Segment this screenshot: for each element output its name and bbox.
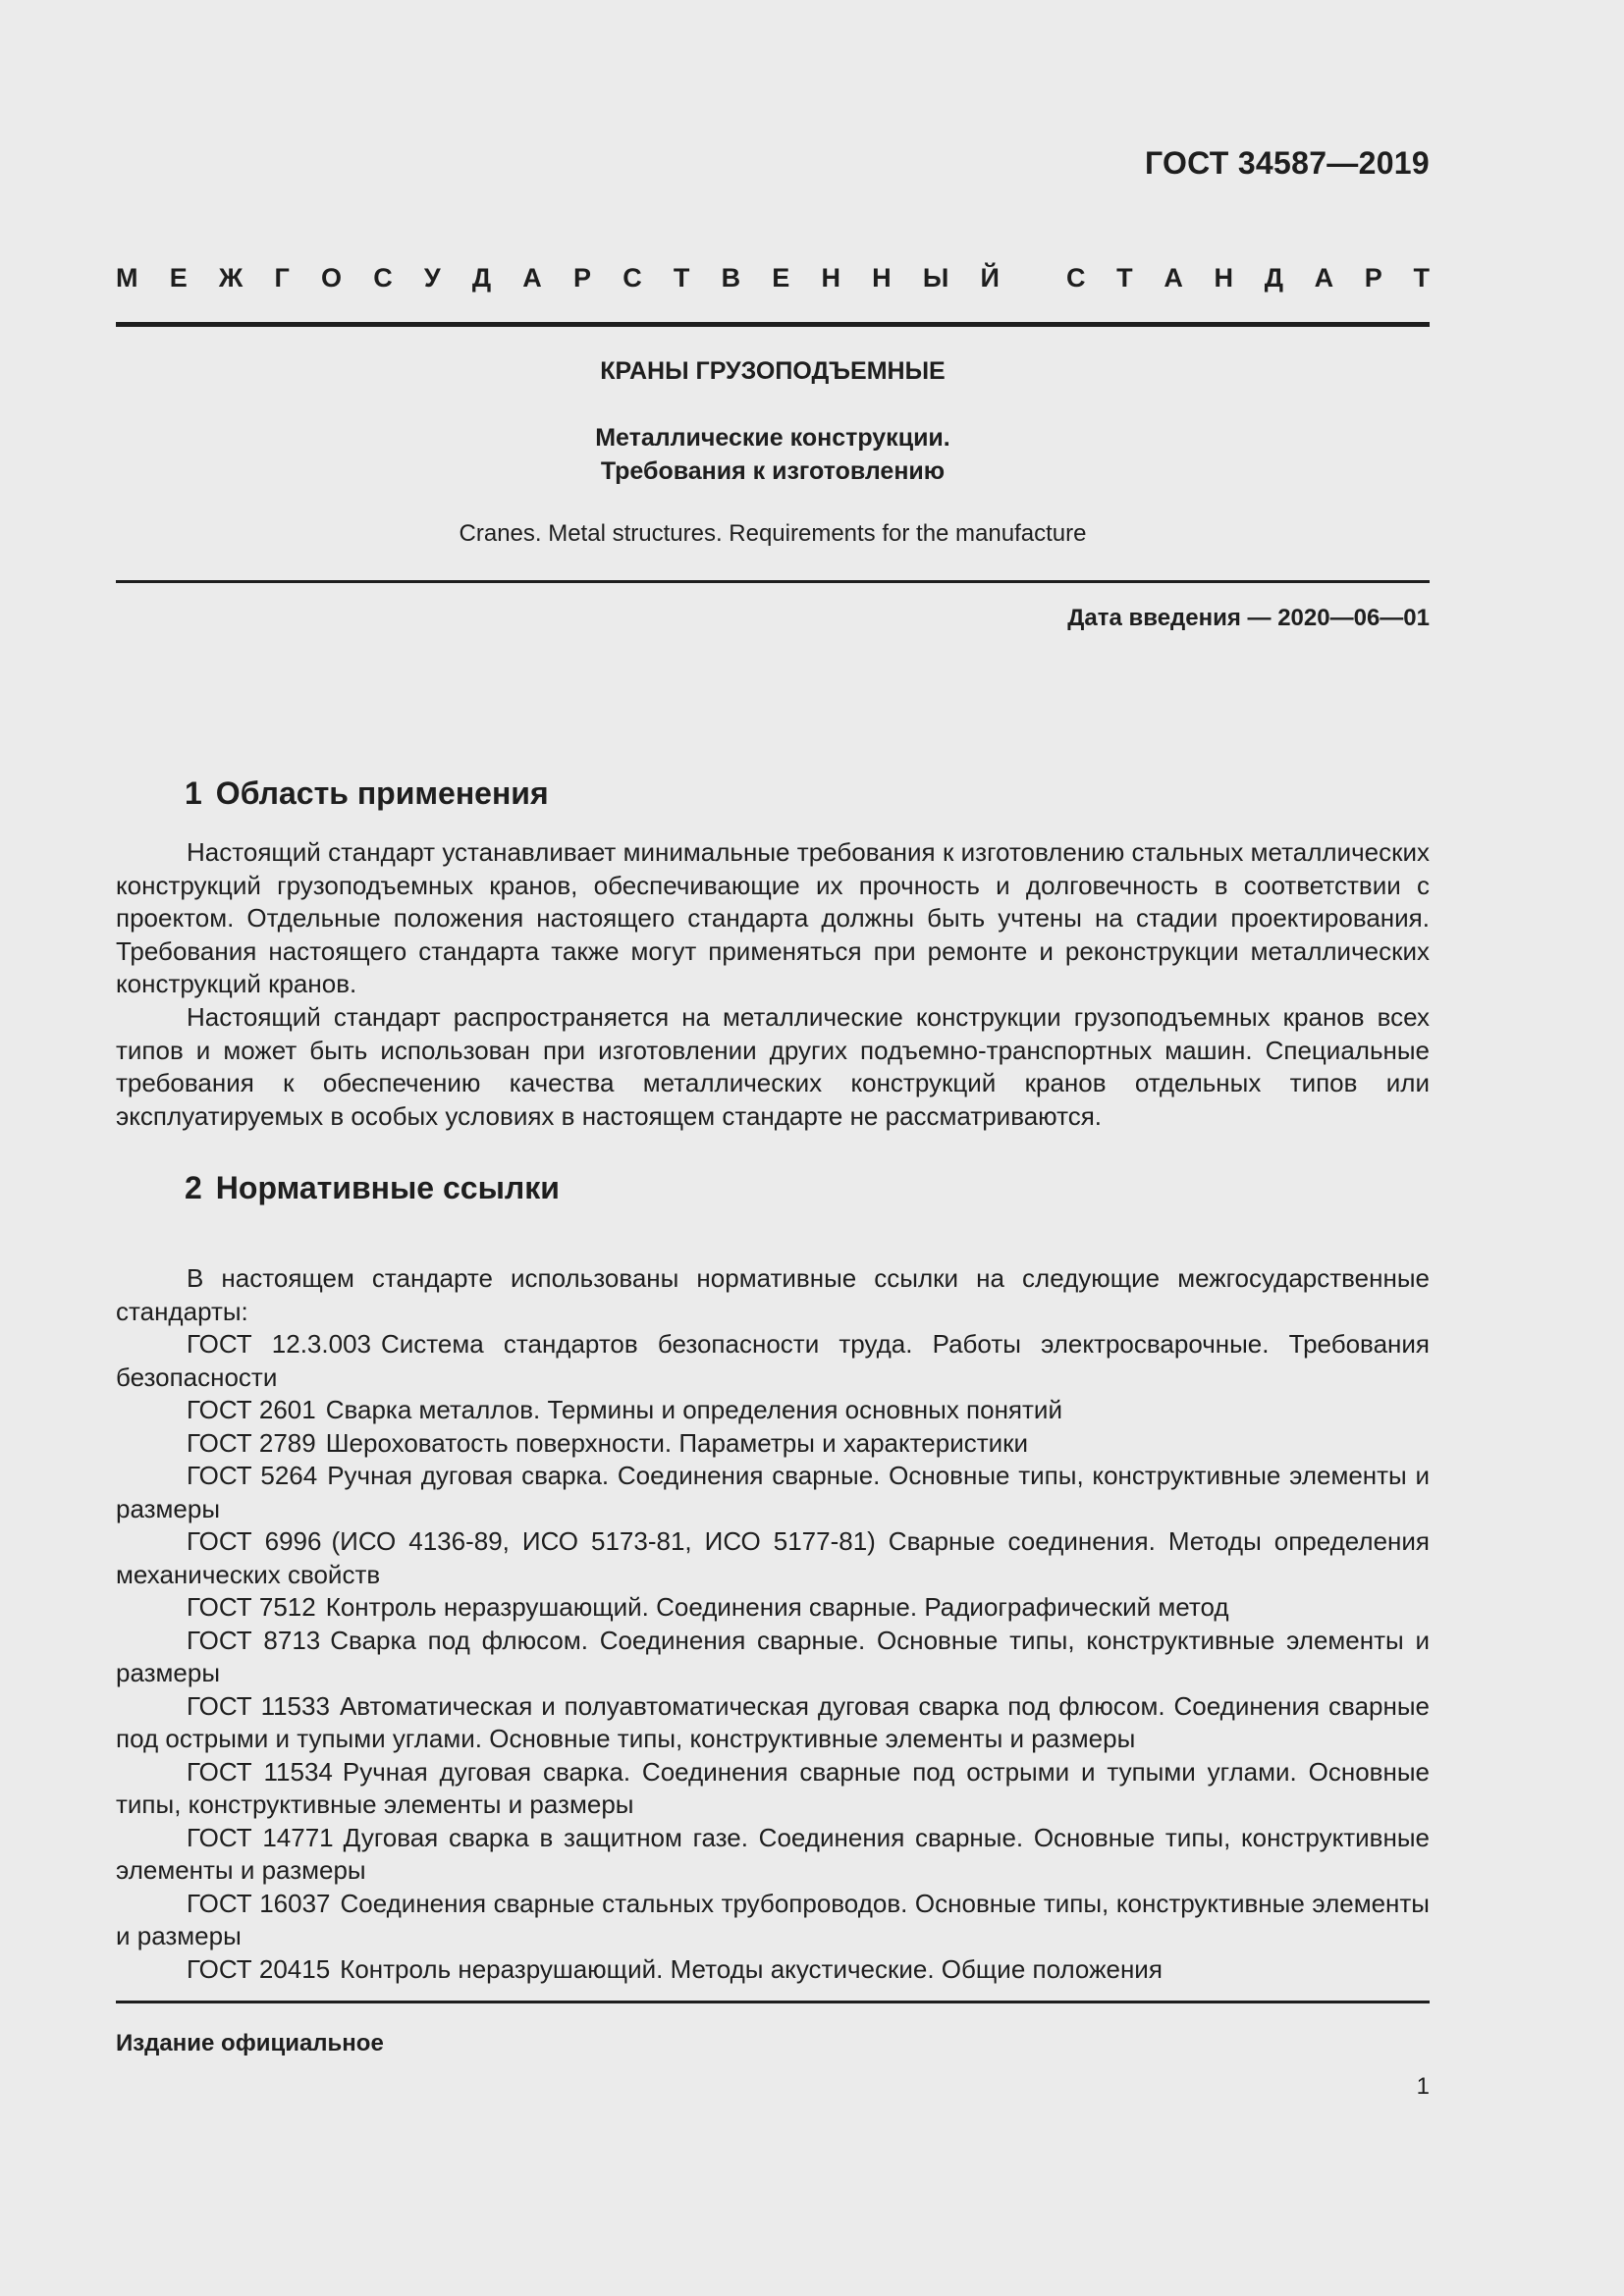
banner-letter: Ы: [922, 263, 949, 293]
banner-letter: А: [1314, 263, 1334, 293]
banner-letter: Е: [169, 263, 188, 293]
reference-code: ГОСТ 7512: [187, 1592, 316, 1622]
reference-code: ГОСТ 11534: [187, 1756, 333, 1787]
references-container: [116, 1328, 1430, 1986]
footer-divider: [116, 2001, 1430, 2003]
banner-letter: Д: [471, 263, 492, 293]
reference-text: (ИСО 4136-89, ИСО 5173-81, ИСО 5177-81) Сварные соединения. Методы определения механических свойств: [116, 1526, 1430, 1589]
reference-code: ГОСТ 14771: [187, 1822, 334, 1852]
banner-word-interstate: [116, 263, 1000, 294]
banner-letter: В: [721, 263, 741, 293]
document-subtitle-line1: Металлические конструкции.: [595, 424, 950, 452]
reference-code: ГОСТ 16037: [187, 1888, 331, 1918]
reference-text: Соединения сварные стальных трубопроводов. Основные типы, конструктивные элементы и размеры: [116, 1888, 1430, 1950]
banner-letter: У: [423, 263, 441, 293]
reference-item: [116, 1690, 1430, 1756]
official-edition-label: Издание официальное: [116, 2030, 384, 2056]
section-1-paragraph-1: Настоящий стандарт устанавливает минимальные требования к изготовлению стальных металлических конструкций грузоподъемных кранов, обеспечивающие их прочность и долговечность в соответствии с проектом. Отдельные положения настоящего стандарта должны быть учтены на стадии проектирования. Требования настоящего стандарта также могут применяться при ремонте и реконструкции металлических конструкций кранов.: [116, 837, 1430, 998]
english-title: Cranes. Metal structures. Requirements for the manufacture: [459, 520, 1087, 547]
reference-item: [116, 1888, 1430, 1953]
reference-item: [116, 1525, 1430, 1591]
banner-letter: Е: [772, 263, 790, 293]
document-title: КРАНЫ ГРУЗОПОДЪЕМНЫЕ: [600, 357, 946, 385]
banner-letter: С: [373, 263, 393, 293]
reference-text: Сварка под флюсом. Соединения сварные. Основные типы, конструктивные элементы и размеры: [116, 1625, 1430, 1687]
reference-item: [116, 1460, 1430, 1525]
banner-letter: Н: [1214, 263, 1234, 293]
reference-code: ГОСТ 11533: [187, 1690, 330, 1721]
reference-item: [116, 1427, 1430, 1461]
banner-letter: Ж: [218, 263, 244, 293]
introduction-date: Дата введения — 2020—06—01: [1067, 605, 1430, 631]
banner-letter: С: [623, 263, 642, 293]
banner-letter: Т: [673, 263, 690, 293]
document-code: ГОСТ 34587—2019: [1144, 145, 1430, 181]
document-subtitle-line2: Требования к изготовлению: [600, 457, 946, 485]
reference-text: Система стандартов безопасности труда. Работы электросварочные. Требования безопасности: [116, 1329, 1430, 1392]
banner-letter: Н: [821, 263, 840, 293]
header-divider: [116, 322, 1430, 327]
interstate-standard-banner: [116, 263, 1430, 294]
reference-text: Сварка металлов. Термины и определения основных понятий: [325, 1395, 1062, 1424]
reference-item: [116, 1756, 1430, 1822]
banner-letter: Н: [872, 263, 892, 293]
banner-letter: Г: [274, 263, 290, 293]
reference-code: ГОСТ 12.3.003: [187, 1329, 371, 1359]
reference-item: [116, 1328, 1430, 1394]
reference-code: ГОСТ 2601: [187, 1395, 316, 1424]
reference-code: ГОСТ 20415: [187, 1953, 331, 1984]
reference-text: Шероховатость поверхности. Параметры и характеристики: [325, 1427, 1029, 1458]
banner-letter: А: [1164, 263, 1183, 293]
section-1-heading: [185, 775, 549, 812]
reference-text: Ручная дуговая сварка. Соединения сварные. Основные типы, конструктивные элементы и размеры: [116, 1461, 1430, 1523]
title-divider: [116, 580, 1430, 583]
reference-item: [116, 1394, 1430, 1427]
banner-letter: М: [116, 263, 138, 293]
reference-code: ГОСТ 8713: [187, 1625, 321, 1655]
banner-letter: Й: [980, 263, 1000, 293]
reference-item: [116, 1591, 1430, 1625]
reference-item: [116, 1953, 1430, 1987]
banner-word-standard: [1066, 263, 1430, 294]
reference-text: Дуговая сварка в защитном газе. Соединения сварные. Основные типы, конструктивные элементы и размеры: [116, 1822, 1430, 1885]
page-number: 1: [1416, 2073, 1430, 2100]
reference-text: Контроль неразрушающий. Соединения сварные. Радиографический метод: [325, 1592, 1229, 1622]
banner-letter: Р: [1364, 263, 1382, 293]
section-2-number: 2: [185, 1170, 202, 1205]
banner-letter: О: [320, 263, 342, 293]
banner-letter: Р: [572, 263, 591, 293]
normative-references-intro: В настоящем стандарте использованы нормативные ссылки на следующие межгосударственные стандарты:: [116, 1263, 1430, 1326]
reference-code: ГОСТ 6996: [187, 1526, 322, 1556]
banner-letter: Д: [1264, 263, 1283, 293]
reference-text: Ручная дуговая сварка. Соединения сварные под острыми и тупыми углами. Основные типы, конструктивные элементы и размеры: [116, 1756, 1430, 1819]
reference-item: [116, 1822, 1430, 1888]
reference-text: Автоматическая и полуавтоматическая дуговая сварка под флюсом. Соединения сварные под острыми и тупыми углами. Основные типы, конструктивные элементы и размеры: [116, 1690, 1430, 1753]
banner-letter: А: [522, 263, 542, 293]
normative-references-list: [116, 1262, 1430, 1986]
banner-letter: С: [1066, 263, 1086, 293]
section-2-heading: [185, 1170, 560, 1206]
reference-code: ГОСТ 5264: [187, 1461, 318, 1490]
section-1-title: Область применения: [215, 775, 549, 811]
banner-letter: Т: [1116, 263, 1133, 293]
section-1-paragraph-2: Настоящий стандарт распространяется на металлические конструкции грузоподъемных кранов всех типов и может быть использован при изготовлении других подъемно-транспортных машин. Специальные требования к обеспечению качества металлических конструкций кранов отдельных типов или эксплуатируемых в особых условиях в настоящем стандарте не рассматриваются.: [116, 1002, 1430, 1131]
reference-text: Контроль неразрушающий. Методы акустические. Общие положения: [340, 1953, 1163, 1984]
reference-code: ГОСТ 2789: [187, 1427, 316, 1458]
section-2-title: Нормативные ссылки: [215, 1170, 560, 1205]
banner-letter: Т: [1413, 263, 1430, 293]
reference-item: [116, 1625, 1430, 1690]
section-1-number: 1: [185, 775, 202, 811]
